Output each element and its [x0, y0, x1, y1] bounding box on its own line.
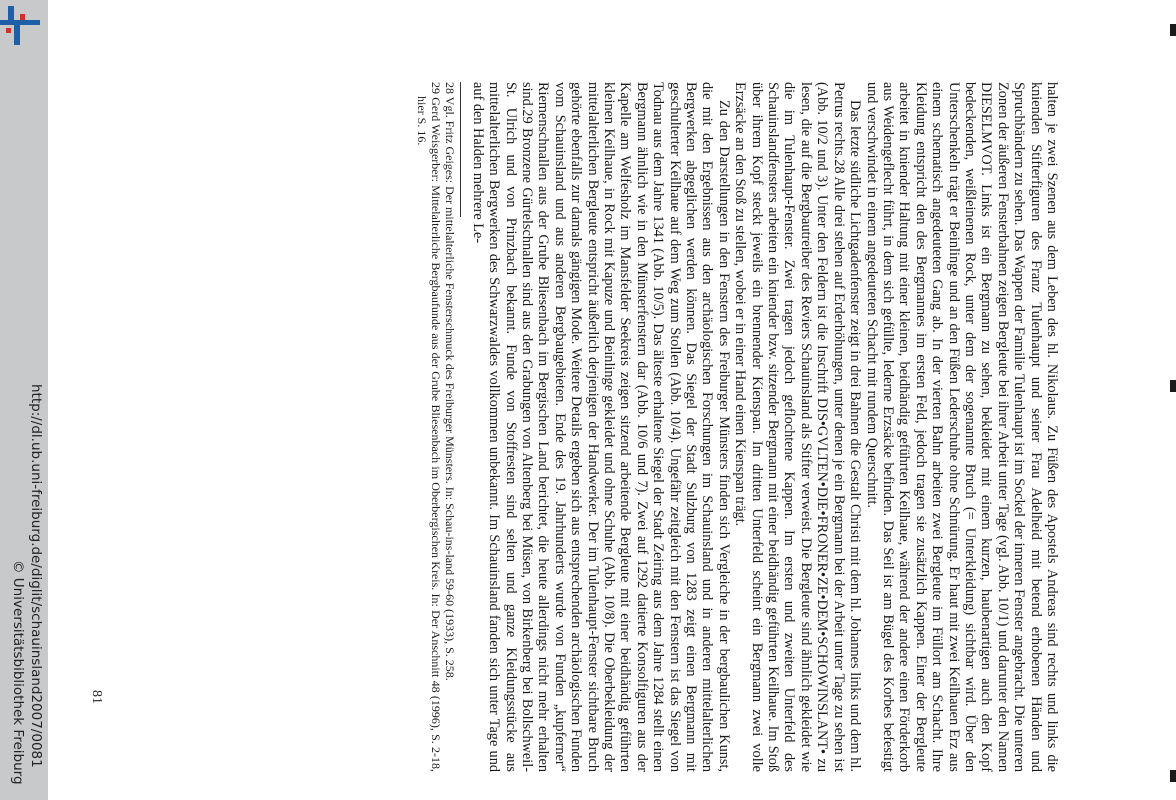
page-edge-mark	[1170, 770, 1176, 782]
page-edge-mark	[1170, 24, 1176, 36]
page-edge-mark	[1170, 380, 1176, 392]
body-paragraph: Zu den Darstellungen in den Fenstern des Freiburger Münsters finden sich Vergleiche in der bergbaulichen Kunst, die mit den Ergebnissen aus den archäologischen Forschungen im Schauinsland und in anderen mittelalterlichen Bergwerken abgeglichen werden können. Das Siegel der Stadt Sulzburg von 1283 zeigt einen Bergmann mit geschulterter Keilhaue auf dem Weg zum Stollen (Abb. 10/4). Ungefähr zeitgleich mit den Fenstern ist das Siegel von Todnau aus dem Jahre 1341 (Abb. 10/5). Das älteste erhaltene Siegel der Stadt Zeiring aus dem Jahre 1284 stellt einen Bergmann ähnlich wie in den Münsterfenstern dar (Abb. 10/6 und 7). Zwei auf 1292 datierte Konsolfiguren aus der Kapelle am Welfesholz im Mansfelder Seekreis zeigen sitzend arbeitende Bergleute mit einer beidhändig geführten kleinen Keilhaue, in Rock mit Kapuze und Beinlinge gekleidet und ohne Schuhe (Abb. 10/8). Die Oberbekleidung der mittelalterlichen Bergleute entspricht äußerlich derjenigen der Handwerker. Der im Tulenhaupt-Fenster sichtbare Bruch gehörte ebenfalls zur damals gängigen Mode. Weitere Details ergeben sich aus entsprechenden archäologischen Funden vom Schauinsland und aus anderen Bergbaugebieten. Ende des 19. Jahrhunderts wurde von Funden „kupferner“ Riemenschnallen aus der Grube Bliesenbach im Bergischen Land berichtet, die heute allerdings nicht mehr erhalten sind.29 Bronzene Gürtelschnallen sind aus den Grabungen von Altenberg bei Müsen, von Birkenberg bei Bollschweil-St. Ulrich und von Prinzbach bekannt. Funde von Stoffresten sind selten und ganze Kleidungsstücke aus mittelalterlichen Bergwerken des Schwarzwaldes vollkommen unbekannt. Im Schauinsland fanden sich unter Tage und auf den Halden mehrere Le-	[469, 82, 732, 772]
page-number: 81	[89, 690, 104, 704]
scanned-page	[200, 82, 1060, 772]
footnote-divider	[460, 82, 461, 217]
source-url[interactable]: http://dl.ub.uni-freiburg.de/diglit/schauinsland2007/0081	[28, 384, 44, 768]
copyright-notice: © Universitätsbibliothek Freiburg	[10, 560, 26, 785]
body-paragraph: halten je zwei Szenen aus dem Leben des hl. Nikolaus. Zu Füßen des Apostels Andreas sind rechts und links die knienden Stifterfiguren des Franz Tulenhaupt und seiner Frau Adelheid mit betend erhobenen Händen und Spruchbändern zu sehen. Das Wappen der Familie Tulenhaupt ist im Sockel der inneren Fenster angebracht. Die unteren Zonen der äußeren Fensterbahnen zeigen Bergleute bei ihrer Arbeit unter Tage (vgl. Abb. 10/1) und darunter den Namen DIESELMVOT. Links ist ein Bergmann zu sehen, bekleidet mit einem kurzen, haubenartigen auch den Kopf bedeckenden, weißleinenen Rock, unter dem der sogenannte Bruch (= Unterkleidung) sichtbar wird. Über den Unterschenkeln trägt er Beinlinge und an den Füßen Lederschuhe ohne Schnürung. Er haut mit zwei Keilhauen Erz aus einem schematisch angedeuteten Gang ab. In der vierten Bahn arbeiten zwei Bergleute im Füllort am Schacht. Ihre Kleidung entspricht den des Bergmannes im ersten Feld, jedoch tragen sie zusätzlich Kappen. Einer der Bergleute arbeitet in kniender Haltung mit einer kleinen, beidhändig geführten Keilhaue, während der andere einen Förderkorb aus Weidengeflecht führt, in dem sich gefüllte, lederne Erzsäcke befinden. Das Seil ist am Bügel des Korbes befestigt und verschwindet in einem angedeuteten Schacht mit rundem Querschnitt.	[863, 82, 1060, 772]
footnote: 29 Gerd Weisgerber: Mittelalterliche Bergbaufunde aus der Grube Bliesenbach im Oberbergischen Kreis. In: Der Anschnitt 48 (1996), S. 2-18, hier S. 16.	[414, 82, 443, 772]
library-logo-icon	[0, 0, 48, 48]
footnote: 28 Vgl. Fritz Geiges: Der mittelalterliche Fensterschmuck des Freiburger Münsters. In: Schau-ins-land 59-60 (1933), S. 258.	[443, 82, 458, 681]
body-paragraph: Das letzte südliche Lichtgadenfenster zeigt in drei Bahnen die Gestalt Christi mit dem hl. Johannes links und dem hl. Petrus rechts.28 Alle drei stehen auf Erderhöhungen, unter denen je ein Bergmann bei der Arbeit unter Tage zu sehen ist (Abb. 10/2 und 3). Unter den Feldern ist die Inschrift DIS•GVLTEN•DIE•FRONER•ZE•DEM•SCHOWINSLANT• zu lesen, die auf die Bergbautreiber des Reviers Schauinsland als Stifter verweist. Die Bergleute sind ähnlich gekleidet wie die im Tulenhaupt-Fenster. Zwei tragen jedoch geflochtene Kappen. Im ersten und zweiten Unterfeld des Schauinslandfensters arbeiten ein kniender bzw. sitzender Bergmann mit einer beidhändig geführten Keilhaue. Im Stoß über ihrem Kopf steckt jeweils ein brennender Kienspan. Im dritten Unterfeld scheint ein Bergmann zwei volle Erzsäcke an den Stoß zu stellen, wobei er in einer Hand einen Kienspan trägt.	[732, 82, 864, 772]
